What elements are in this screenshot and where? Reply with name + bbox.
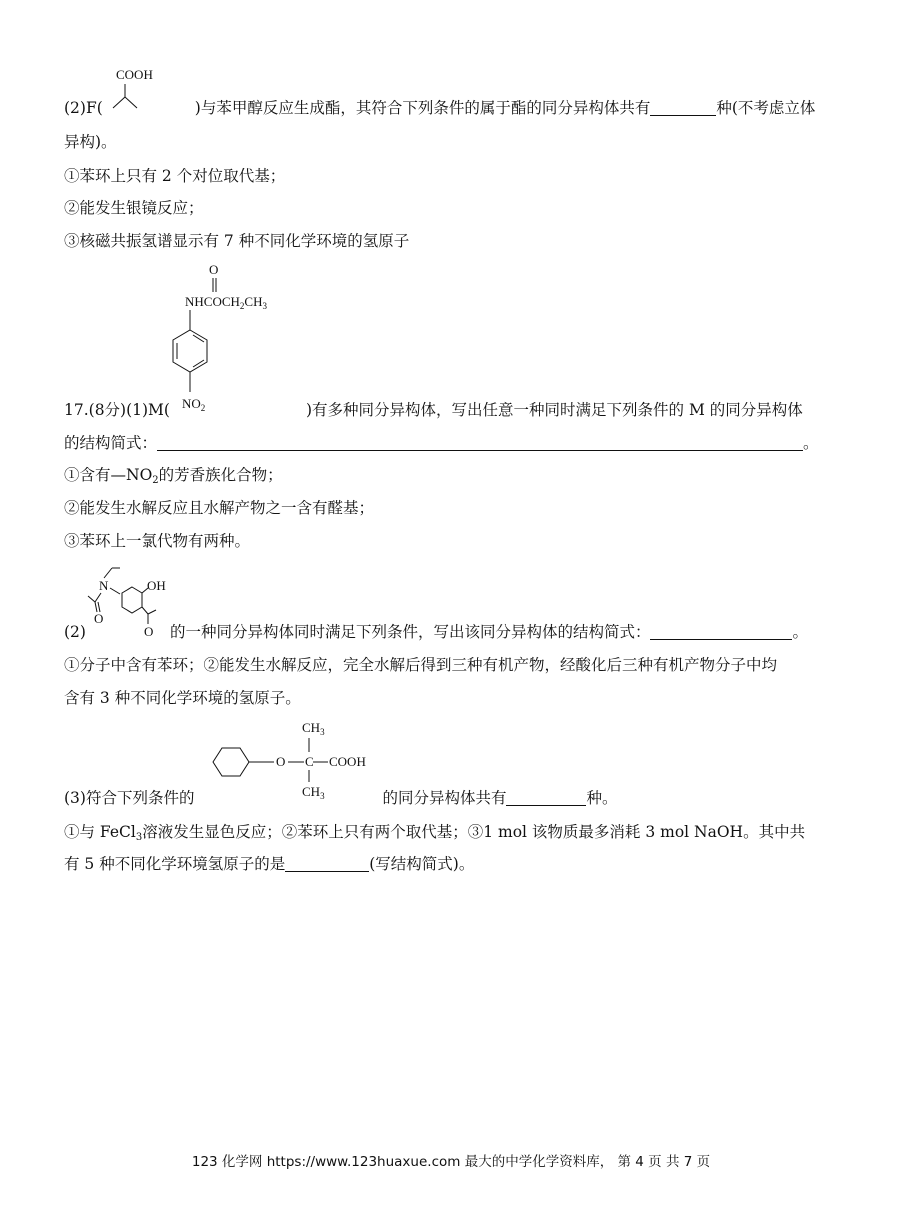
- q17-2-line1: (2) 的一种同分异构体同时满足下列条件，写出该同分异构体的结构简式： 。: [64, 623, 808, 641]
- struct-m-o: O: [209, 262, 219, 277]
- struct-cooh: COOH: [329, 754, 366, 769]
- q17-2-line2: ①分子中含有苯环；②能发生水解反应，完全水解后得到三种有机产物，经酸化后三种有机产物分子中均: [64, 656, 778, 674]
- struct-label-cooh: COOH: [116, 67, 153, 82]
- answer-blank-q17-3-structure[interactable]: [285, 855, 369, 872]
- q17-2-line3: 含有 3 种不同化学环境的氢原子。: [64, 689, 301, 707]
- answer-blank-structure[interactable]: [157, 434, 803, 451]
- struct-c: C: [305, 754, 314, 769]
- q16-2-cond1: ①苯环上只有 2 个对位取代基；: [64, 167, 286, 185]
- q17-1-line1: 17.(8分)(1)M( )有多种同分异构体，写出任意一种同时满足下列条件的 M 的同分异构体: [64, 401, 803, 419]
- q16-2-line1: (2)F( )与苯甲醇反应生成酯，其符合下列条件的属于酯的同分异构体共有 种(不考虑立体: [64, 99, 816, 117]
- svg-text:CH3: $CH_3$: [302, 784, 325, 801]
- svg-text:NHCOCH2CH3: $NHCOCH_2CH_3$: [185, 294, 267, 311]
- svg-text:O: O: [144, 624, 154, 639]
- struct-n: N: [99, 578, 109, 593]
- q17-1-cond2: ②能发生水解反应且水解产物之一含有醛基；: [64, 499, 375, 517]
- svg-text:O: O: [94, 611, 104, 626]
- answer-blank-q17-3-count[interactable]: [506, 789, 586, 806]
- q17-1-cond3: ③苯环上一氯代物有两种。: [64, 532, 251, 550]
- struct-oh: OH: [147, 578, 166, 593]
- svg-text:NO2: $NO_2$: [182, 396, 206, 413]
- q17-1-line2: 的结构简式： 。: [64, 434, 819, 452]
- answer-blank-q17-2[interactable]: [650, 623, 792, 640]
- q17-3-line2: ①与 FeCl$_3$溶液发生显色反应；②苯环上只有两个取代基；③1 mol 该物质最多消耗 3 mol NaOH。其中共: [64, 823, 806, 843]
- q16-2-line2: 异构)。: [64, 133, 117, 151]
- q16-2-cond2: ②能发生银镜反应；: [64, 199, 204, 217]
- answer-blank-count[interactable]: [650, 99, 716, 116]
- svg-text:CH3: $CH_3$: [302, 720, 325, 737]
- q16-2-cond3: ③核磁共振氢谱显示有 7 种不同化学环境的氢原子: [64, 232, 410, 250]
- struct-o: O: [276, 754, 286, 769]
- q17-3-line3: 有 5 种不同化学环境氢原子的是 (写结构简式)。: [64, 855, 475, 873]
- page-footer: 123 化学网 https://www.123huaxue.com 最大的中学化学资料库， 第 4 页 共 7 页: [191, 1154, 711, 1170]
- q17-3-line1: (3)符合下列条件的 的同分异构体共有 种。: [64, 789, 618, 807]
- structure-m: [160, 262, 310, 417]
- q17-1-cond1: ①含有$—NO_2$的芳香族化合物；: [64, 466, 283, 486]
